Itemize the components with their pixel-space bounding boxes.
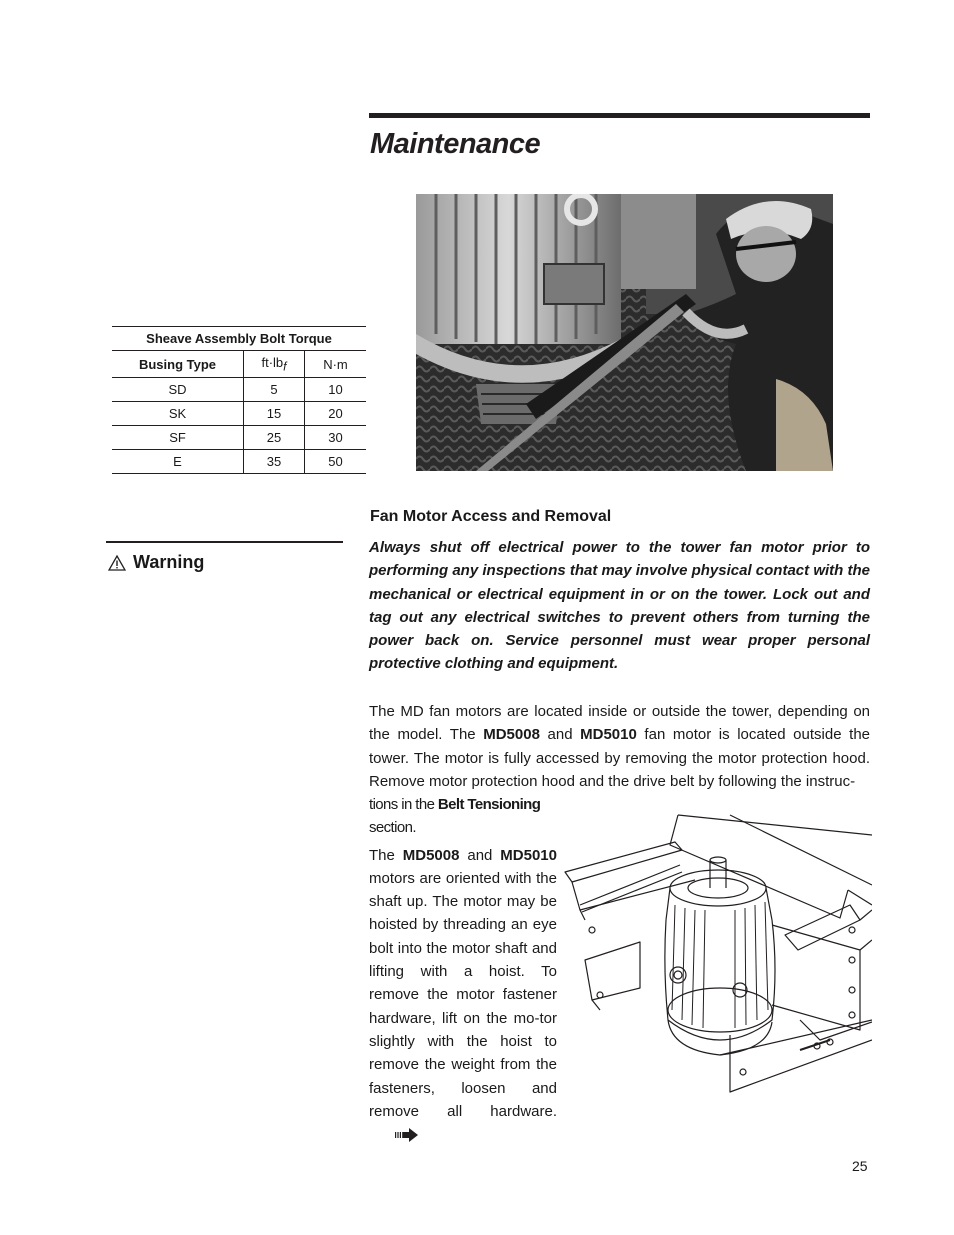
p2-text-a: The	[369, 846, 403, 864]
warning-label: Warning	[133, 552, 205, 572]
p2-text-c: motors are oriented with the shaft up. The motor may be hoisted by threading an eye bolt into the motor shaft and lifting with a hoist. To remove the motor fastener hardware, lift on the mo-tor slightly with the hoist to remove the weight from the fasteners, loosen and remove all hardware.	[369, 869, 557, 1120]
cell-ftlb: 15	[244, 402, 305, 426]
cell-nm: 10	[305, 378, 367, 402]
belt-tensioning-link: Belt Tensioning	[437, 796, 541, 813]
motor-belt-photo	[416, 194, 833, 471]
safety-warning-text: Always shut off electrical power to the tower fan motor prior to performing any inspections that may involve physical contact with the mechanical or electrical equipment in or on the tower. Lock out and tag out any electrical switches to prevent others from turning the power back on. Service personnel must wear proper personal protective clothing and equipment.	[369, 539, 870, 673]
table-row	[112, 378, 366, 402]
col-busing-type: Busing Type	[112, 351, 244, 378]
p1-text-a: The MD fan motors are located inside or outside the tower, depending on the model. The	[369, 703, 870, 744]
warning-heading	[108, 552, 204, 573]
cell-nm: 30	[305, 426, 367, 450]
table-row	[112, 450, 366, 474]
warning-triangle-icon	[108, 555, 126, 571]
motor-orientation-paragraph	[369, 844, 557, 1147]
cell-type: SD	[112, 378, 244, 402]
sheave-torque-table	[112, 326, 366, 474]
title-rule	[369, 113, 870, 118]
belt-tensioning-ref	[369, 793, 557, 840]
section-heading: Fan Motor Access and Removal	[370, 508, 612, 525]
p1-text-d: tions in the	[369, 796, 438, 813]
cell-type: E	[112, 450, 244, 474]
intro-paragraph	[369, 700, 870, 793]
p1-model-md5008: MD5008	[483, 726, 540, 744]
cell-ftlb: 25	[244, 426, 305, 450]
col-ftlb	[244, 351, 305, 378]
page-title: Maintenance	[370, 128, 541, 160]
p1-and: and	[539, 726, 581, 744]
col-nm: N·m	[305, 351, 367, 378]
warning-rule	[106, 541, 343, 543]
cell-nm: 20	[305, 402, 367, 426]
continued-arrow-icon	[395, 1128, 419, 1142]
table-caption: Sheave Assembly Bolt Torque	[112, 327, 366, 351]
p2-model-md5010: MD5010	[500, 846, 557, 864]
cell-type: SF	[112, 426, 244, 450]
p1-model-md5010: MD5010	[580, 726, 637, 744]
p2-model-md5008: MD5008	[402, 846, 460, 864]
p1-text-c: fan motor is located outside the tower. The motor is fully accessed by removing the motor protection hood. Remove motor protection hood and the drive belt by following the instruc-	[369, 726, 870, 790]
p2-and: and	[459, 846, 501, 864]
p1-text-e: section.	[369, 819, 416, 837]
cell-ftlb: 35	[244, 450, 305, 474]
narrow-column	[369, 793, 557, 1146]
col-ftlb-base: ft·lb	[261, 354, 284, 370]
cell-nm: 50	[305, 450, 367, 474]
table-row	[112, 426, 366, 450]
cell-ftlb: 5	[244, 378, 305, 402]
page-number: 25	[852, 1158, 868, 1174]
motor-mount-diagram	[560, 810, 872, 1100]
col-ftlb-sub: f	[283, 359, 287, 374]
table-row	[112, 402, 366, 426]
cell-type: SK	[112, 402, 244, 426]
